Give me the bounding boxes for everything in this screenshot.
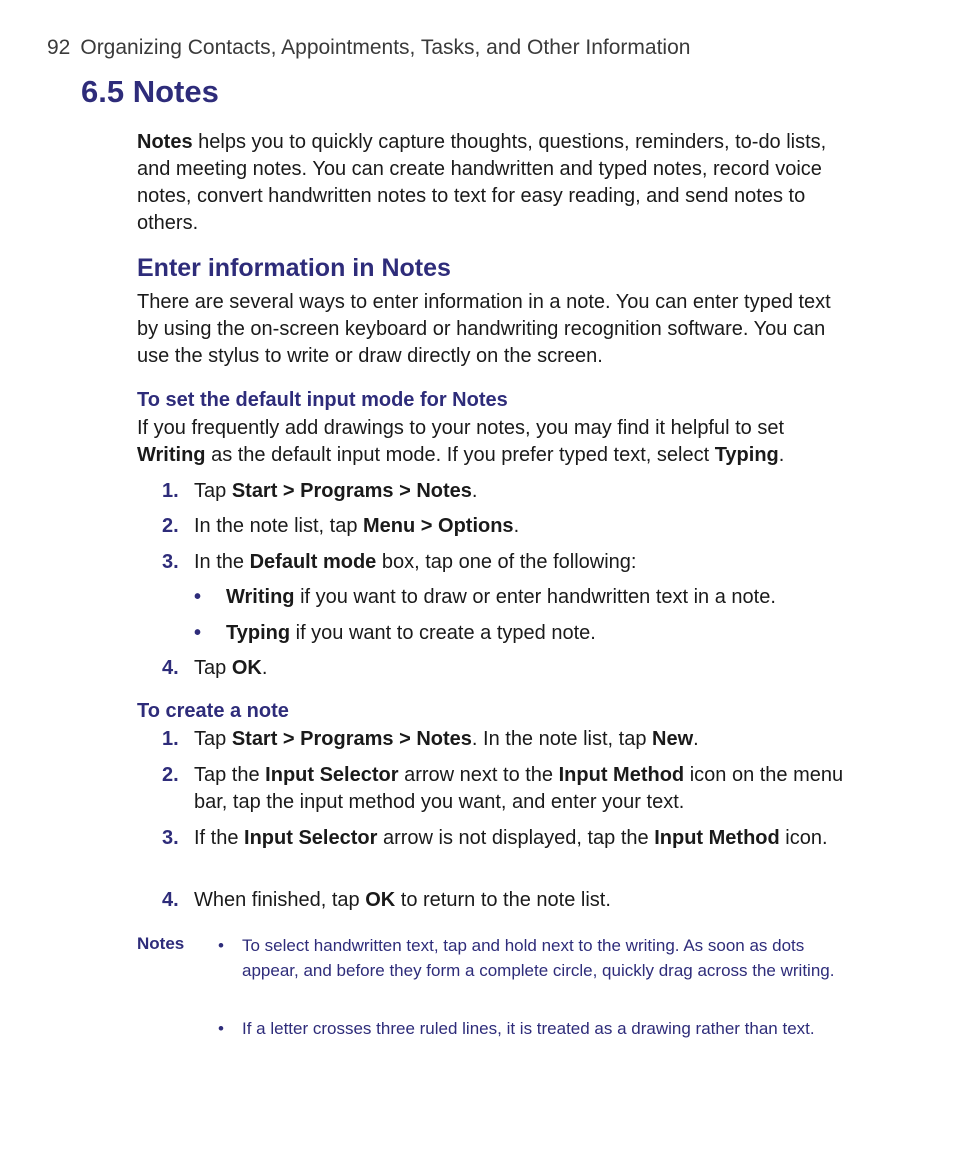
- step-part: Tap: [194, 657, 232, 679]
- step-number: 4.: [162, 889, 179, 911]
- step-number: 3.: [162, 827, 179, 849]
- running-header: [47, 36, 690, 60]
- bullet-part: if you want to draw or enter handwritten text in a note.: [294, 586, 776, 608]
- intro-bold-lead: Notes: [137, 131, 193, 153]
- step-part: box, tap one of the following:: [376, 551, 637, 573]
- step-text: [194, 887, 852, 914]
- step-part: icon on the menu bar, tap the input method you want, and enter your text.: [194, 764, 844, 813]
- step-item: [162, 549, 852, 576]
- bold-term: Input Selector: [244, 827, 378, 849]
- procedure-intro: [137, 415, 849, 469]
- step-item: [162, 513, 852, 540]
- step-item: [162, 655, 852, 682]
- step-item: [162, 478, 852, 505]
- bullet-item: [194, 584, 854, 611]
- bold-term: Start > Programs > Notes: [231, 480, 472, 502]
- step-number: 1.: [162, 480, 179, 502]
- step-part: .: [471, 480, 478, 502]
- bold-term: Input Method: [558, 764, 685, 786]
- step-part: . In the note list, tap: [471, 728, 653, 750]
- bold-term: OK: [365, 889, 396, 911]
- note-item: [218, 933, 843, 983]
- note-item: [218, 1016, 843, 1041]
- procedure-title-create-note: To create a note: [137, 700, 289, 722]
- note-text: To select handwritten text, tap and hold next to the writing. As soon as dots appear, and before they form a complete circle, quickly drag across the writing.: [242, 936, 835, 980]
- subsection-title: Enter information in Notes: [137, 254, 451, 282]
- notes-label: Notes: [137, 934, 185, 953]
- bold-term: Default mode: [249, 551, 377, 573]
- step-number: 2.: [162, 764, 179, 786]
- step-part: .: [261, 657, 268, 679]
- step-number: 2.: [162, 515, 179, 537]
- step-part: If the: [194, 827, 245, 849]
- intro-part: If you frequently add drawings to your notes, you may find it helpful to set: [137, 417, 785, 439]
- step-text: [194, 549, 852, 576]
- step-part: .: [513, 515, 520, 537]
- step-part: icon.: [779, 827, 828, 849]
- step-item: [162, 825, 852, 852]
- intro-part: .: [778, 444, 785, 466]
- step-item: [162, 887, 852, 914]
- bold-term: Typing: [226, 622, 291, 644]
- step-part: In the: [194, 551, 250, 573]
- step-part: .: [693, 728, 699, 750]
- bold-term: Input Selector: [265, 764, 399, 786]
- bold-term: New: [652, 728, 694, 750]
- step-item: [162, 762, 852, 816]
- bold-term: Input Method: [654, 827, 780, 849]
- step-part: Tap the: [194, 764, 266, 786]
- step-part: When finished, tap: [194, 889, 366, 911]
- page-number: 92: [47, 36, 71, 59]
- step-part: Tap: [194, 728, 232, 750]
- step-item: [162, 726, 852, 753]
- step-number: 3.: [162, 551, 179, 573]
- step-part: arrow next to the: [398, 764, 559, 786]
- intro-text: helps you to quickly capture thoughts, questions, reminders, to-do lists, and meeting notes. You can create handwritten and typed notes, record voice notes, convert handwritten notes to text for easy reading, and send notes to others.: [137, 131, 827, 234]
- section-title: 6.5 Notes: [81, 74, 219, 109]
- step-number: 1.: [162, 728, 179, 750]
- bullet-text: [226, 584, 854, 611]
- bold-term: Typing: [714, 444, 779, 466]
- bullet-icon: •: [218, 936, 224, 955]
- bullet-item: [194, 620, 854, 647]
- bullet-text: [226, 620, 854, 647]
- subsection-paragraph: There are several ways to enter information in a note. You can enter typed text by using the on-screen keyboard or handwriting recognition software. You can use the stylus to write or draw directly on the screen.: [137, 291, 831, 367]
- bold-term: Start > Programs > Notes: [231, 728, 472, 750]
- chapter-title: Organizing Contacts, Appointments, Tasks, and Other Information: [80, 36, 691, 59]
- step-part: to return to the note list.: [395, 889, 611, 911]
- step-part: In the note list, tap: [194, 515, 363, 537]
- note-text: If a letter crosses three ruled lines, it is treated as a drawing rather than text.: [242, 1019, 815, 1038]
- step-number: 4.: [162, 657, 179, 679]
- intro-paragraph: [137, 129, 849, 237]
- step-part: Tap: [194, 480, 232, 502]
- step-text: [194, 825, 852, 852]
- bold-term: OK: [231, 657, 262, 679]
- step-text: [194, 762, 852, 816]
- step-text: [194, 726, 852, 753]
- procedure-title-default-mode: To set the default input mode for Notes: [137, 389, 508, 411]
- bullet-icon: •: [218, 1019, 224, 1038]
- bullet-icon: •: [194, 586, 202, 608]
- bold-term: Writing: [137, 444, 206, 466]
- bullet-part: if you want to create a typed note.: [290, 622, 596, 644]
- step-text: [194, 513, 852, 540]
- step-part: arrow is not displayed, tap the: [377, 827, 655, 849]
- bold-term: Menu > Options: [363, 515, 514, 537]
- intro-part: as the default input mode. If you prefer typed text, select: [205, 444, 715, 466]
- step-text: [194, 478, 852, 505]
- bullet-icon: •: [194, 622, 202, 644]
- bold-term: Writing: [226, 586, 295, 608]
- step-text: [194, 655, 852, 682]
